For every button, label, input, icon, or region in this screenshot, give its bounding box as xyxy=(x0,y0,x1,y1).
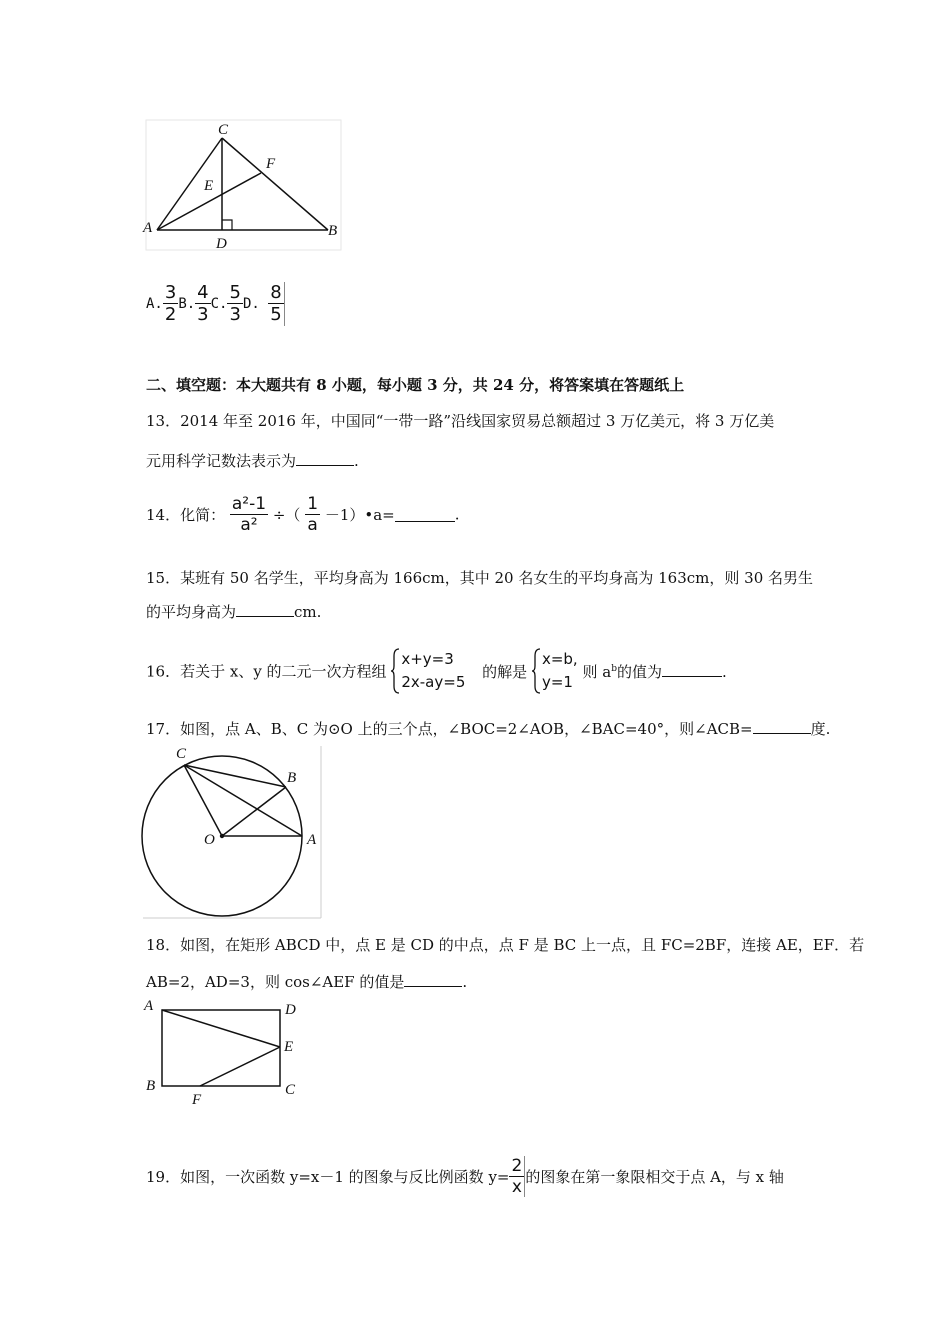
q16-solution-system: x=b, y=1 xyxy=(532,648,578,694)
q17: 17．如图，点 A、B、C 为⊙O 上的三个点，∠BOC=2∠AOB，∠BAC=40°，则∠ACB= 度. xyxy=(146,720,831,738)
q15-line1: 15．某班有 50 名学生，平均身高为 166cm，其中 20 名女生的平均身高为 163cm，则 30 名男生 xyxy=(146,569,814,587)
q15-blank xyxy=(236,602,294,617)
divider xyxy=(284,282,285,326)
option-c-label: C. xyxy=(210,296,228,312)
label-A: A xyxy=(143,220,153,236)
label-B: B xyxy=(287,770,297,786)
label-B: B xyxy=(146,1078,156,1094)
triangle-figure xyxy=(140,118,345,253)
label-A: A xyxy=(144,998,154,1014)
label-F: F xyxy=(192,1092,202,1104)
q18-line1: 18．如图，在矩形 ABCD 中，点 E 是 CD 的中点，点 F 是 BC 上一点，且 FC=2BF，连接 AE，EF．若 xyxy=(146,936,865,954)
option-c-fraction: $\frac{5}{3}$ xyxy=(229,281,241,325)
label-E: E xyxy=(204,178,214,194)
q16-equation-system: x+y=3 2x-ay=5 xyxy=(391,648,465,694)
q14-fraction: $\frac{\text{a²-1}}{\text{a²}}$ xyxy=(231,494,267,535)
q19: 19．如图，一次函数 y=x－1 的图象与反比例函数 y= $\frac{2}{x}$ 的图象在第一象限相交于点 A，与 x 轴 xyxy=(146,1156,784,1197)
section-heading: 二、填空题：本大题共有 8 小题，每小题 3 分，共 24 分，将答案填在答题纸上 xyxy=(146,376,685,394)
circle-figure xyxy=(140,744,324,920)
label-A: A xyxy=(307,832,317,848)
q16-blank xyxy=(662,662,722,677)
label-C: C xyxy=(285,1082,296,1098)
rectangle-figure xyxy=(140,994,305,1104)
label-D: D xyxy=(216,236,227,252)
q17-blank xyxy=(753,719,811,734)
label-C: C xyxy=(218,122,229,138)
label-B: B xyxy=(328,223,338,239)
q19-fraction: $\frac{2}{x}$ xyxy=(509,1156,525,1197)
option-b-label: B. xyxy=(178,296,196,312)
option-a-label: A. xyxy=(146,296,163,312)
label-C: C xyxy=(176,746,187,762)
q15-line2: 的平均身高为 cm. xyxy=(146,603,322,621)
q14-inner-fraction: $\frac{1}{a}$ xyxy=(307,494,319,535)
q18-line2: AB=2，AD=3，则 cos∠AEF 的值是 . xyxy=(146,973,468,991)
q18-blank xyxy=(404,972,462,987)
q14-blank xyxy=(395,507,455,522)
option-d-label: D. xyxy=(242,296,260,312)
q13-blank xyxy=(296,451,354,466)
q16: 16．若关于 x、y 的二元一次方程组 x+y=3 2x-ay=5 的解是 x=b, y=1 则 $a^b$的值为 . xyxy=(146,648,727,694)
label-E: E xyxy=(284,1039,294,1055)
label-D: D xyxy=(285,1002,296,1018)
label-F: F xyxy=(266,156,276,172)
q13-line2: 元用科学记数法表示为 . xyxy=(146,452,359,470)
option-a-fraction: $\frac{3}{2}$ xyxy=(164,281,177,325)
label-O: O xyxy=(204,832,215,848)
answer-options xyxy=(146,282,285,326)
q14: 14．化简： $\frac{\text{a²-1}}{\text{a²}}$ ÷（ $\frac{1}{a}$ －1）•a= . xyxy=(146,494,460,535)
option-b-fraction: $\frac{4}{3}$ xyxy=(197,281,209,325)
q13-line1: 13．2014 年至 2016 年，中国同“一带一路”沿线国家贸易总额超过 3 万亿美元，将 3 万亿美 xyxy=(146,412,775,430)
option-d-fraction: $\frac{8}{5}$ xyxy=(270,281,282,325)
